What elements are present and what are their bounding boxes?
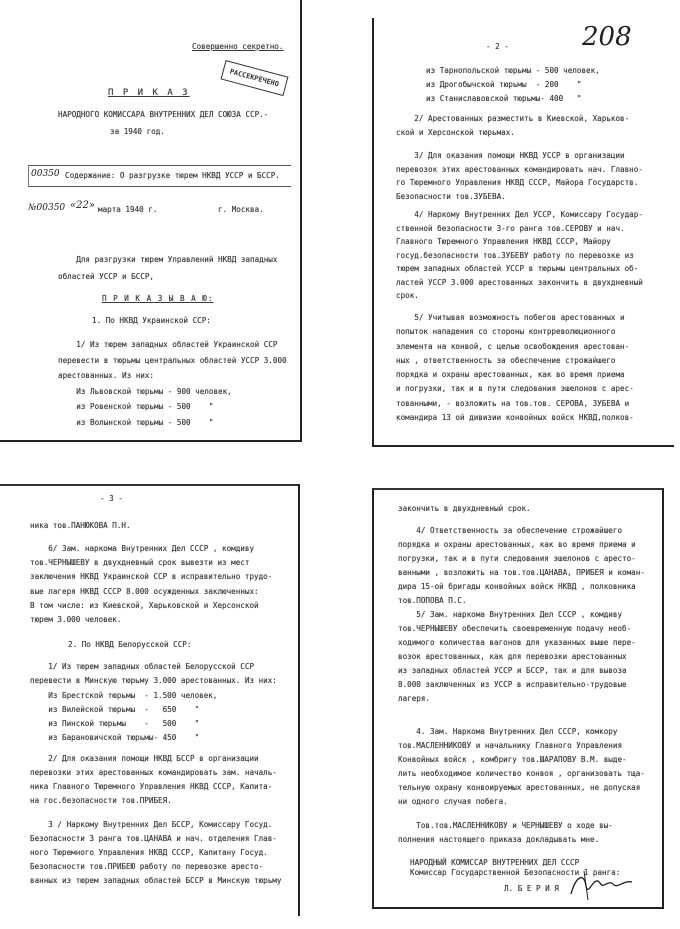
paragraph-6 xyxy=(30,542,272,627)
text-line: перевести в Минскую тюрьму 3.000 арестованных. Из них: xyxy=(30,676,277,686)
text-line: Комиссар Государственной Безопасности 1 ранга: xyxy=(410,868,621,877)
text-line: тов.МАСЛЕННИКОВУ и начальнику Главного Управления xyxy=(398,741,623,750)
page-2 xyxy=(372,18,674,447)
secrecy-label: Совершенно секретно. xyxy=(192,42,284,51)
text-line: перевозок этих арестованных командировать нач. Главно- xyxy=(396,164,643,174)
text-line: 3/ Для оказания помощи НКВД УССР в организации xyxy=(396,151,625,160)
text-line: лагеря. xyxy=(398,694,431,703)
text-line: из Пинской тюрьмы - 500 " xyxy=(30,719,200,729)
text-line: ванных из тюрем западных областей БССР в Минскую тюрьму xyxy=(30,876,282,885)
text-line: ской и Херсонской тюрьмах. xyxy=(396,128,515,137)
text-line: и погрузки, так и в пути следования эшелонов с арес- xyxy=(396,384,634,394)
text-line: 2/ Для оказания помощи НКВД БССР в организации xyxy=(30,754,259,763)
text-line: госуд.безопасности тов.ЗУБЕВУ работу по перевозке из xyxy=(396,250,634,260)
order-title: П Р И К А З xyxy=(108,88,190,98)
text-line: срок. xyxy=(396,291,419,300)
paragraph-1 xyxy=(58,337,287,430)
text-line: тельную охрану конвоируемых арестованных, не допуская xyxy=(398,783,641,792)
continuation-line: закончить в двухдневный срок. xyxy=(398,504,531,513)
text-line: 1/ Из тюрем западных областей Украинской ССР xyxy=(58,340,278,349)
text-line: Главного Тюремного Управления НКВД СССР, Майору xyxy=(396,237,611,246)
order-place: г. Москва. xyxy=(218,205,264,214)
text-line: 2/ Арестованных разместить в Киевской, Харьков- xyxy=(396,114,630,123)
text-line: тов.ПОПОВА П.С. xyxy=(398,596,467,605)
text-line: лить необходимое количество конвоя , организовать тща- xyxy=(398,769,645,778)
text-line: 5/ Учитывая возможность побегов арестованных и xyxy=(396,313,625,322)
text-line: из Станиславовской тюрьмы- 400 " xyxy=(426,94,582,103)
text-line: 4. Зам. Наркома Внутренних Дел СССР, комкору xyxy=(398,727,618,736)
subject-text: Содержание: О разгрузке тюрем НКВД УССР и БССР. xyxy=(65,171,280,180)
text-line: го Тюремного Управления НКВД СССР, Майора Государств. xyxy=(396,178,639,187)
text-line: возок арестованных, как для перевозки арестованных xyxy=(398,652,627,661)
handwritten-signature xyxy=(566,868,636,902)
text-line: 3 / Наркому Внутренних Дел БССР, Комиссару Госуд. xyxy=(30,820,273,829)
text-line: попыток нападения со стороны контрреволюционного xyxy=(396,327,616,337)
text-line: из Ровенской тюрьмы - 500 " xyxy=(58,402,214,411)
text-line: 8.000 заключенных из УССР в исправительно-трудовые xyxy=(398,680,627,689)
handwritten-folio-number: 208 xyxy=(582,22,632,52)
text-line: ного Тюремного Управления НКВД СССР, Капитану Госуд. xyxy=(30,848,268,857)
prison-list xyxy=(426,64,600,106)
text-line: тюрем западных областей УССР в тюрьмы центральных об- xyxy=(396,264,639,273)
text-line: ходимого количества вагонов для указанных выше пере- xyxy=(398,638,636,647)
text-line: перевести в тюрьмы центральных областей УССР 3.000 xyxy=(58,355,287,365)
handwritten-number: 00350 xyxy=(31,169,60,179)
text-line: областей УССР и БССР, xyxy=(58,272,155,281)
text-line: ни одного случая побега. xyxy=(398,797,508,806)
text-line: из западных областей УССР и БССР, так и для вывоза xyxy=(398,666,627,675)
text-line: В том числе: из Киевской, Харьковской и Херсонской xyxy=(30,600,259,610)
section-2-paragraph-2 xyxy=(30,752,277,808)
section-4 xyxy=(398,725,645,809)
text-line: 6/ Зам. наркома Внутренних Дел СССР , комдиву xyxy=(30,544,255,553)
text-line: ных , ответственность за обеспечение строжайшего xyxy=(396,355,616,365)
page-number: - 2 - xyxy=(486,42,509,51)
text-line: командира 13 ой дивизии конвойных войск НКВД,полков- xyxy=(396,413,634,423)
text-line: тюрем 3.000 человек. xyxy=(30,615,122,625)
text-line: НАРОДНЫЙ КОМИССАР ВНУТРЕННИХ ДЕЛ СССР xyxy=(410,858,580,867)
subject-box xyxy=(28,165,291,187)
text-line: тов.ЧЕРНЫШЕВУ обеспечить своевременную подачу необ- xyxy=(398,624,632,633)
paragraph-4 xyxy=(398,524,645,608)
text-line: Конвойных войск , комбригу тов.ШАРАПОВУ В.М. выде- xyxy=(398,755,627,764)
order-year: за 1940 год. xyxy=(110,127,165,136)
text-line: Безопасности тов.ПРИБЕЮ работу по перевозке аресто- xyxy=(30,862,264,871)
text-line: из Вилейской тюрьмы - 650 " xyxy=(30,704,200,714)
paragraph-4 xyxy=(396,208,643,303)
text-line: погрузки, так и в пути следования эшелонов с аресто- xyxy=(398,554,636,563)
command-heading: П Р И К А З Ы В А Ю: xyxy=(102,294,214,303)
order-day: «22» xyxy=(70,200,95,211)
text-line: перевозки этих арестованных командировать зам. началь- xyxy=(30,768,277,777)
text-line: 5/ Зам. наркома Внутренних Дел СССР , комдиву xyxy=(398,610,623,619)
text-line: элемента на конвой, с целью освобождения арестован- xyxy=(396,341,630,351)
page-number: - 3 - xyxy=(100,494,123,503)
text-line: тов.ЧЕРНЫШЕВУ в двухдневный срок вывезти из мест xyxy=(30,558,250,568)
text-line: порядка и охраны арестованных, как во время приема и xyxy=(398,540,636,549)
section-2-paragraph-3 xyxy=(30,818,281,888)
continuation-line: ника тов.ПАНЮКОВА П.Н. xyxy=(30,521,131,530)
page-4 xyxy=(372,488,664,909)
text-line: из Тарнопольской тюрьмы - 500 человек, xyxy=(426,66,600,75)
text-line: 1/ Из тюрем западных областей Белорусской ССР xyxy=(30,662,255,671)
paragraph-2 xyxy=(396,112,629,140)
text-line: порядка и охраны арестованных, как во время приема xyxy=(396,370,625,380)
text-line: 4/ Наркому Внутренних Дел УССР, Комиссару Государ- xyxy=(396,210,643,219)
section-1-heading: 1. По НКВД Украинской ССР: xyxy=(92,316,211,325)
text-line: ванными , возложить на тов.тов.ЦАНАВА, ПРИБЕЯ и коман- xyxy=(398,568,645,577)
text-line: на гос.безопасности тов.ПРИБЕЯ. xyxy=(30,796,172,805)
text-line: арестованных. Из них: xyxy=(58,371,155,380)
text-line: вые лагеря НКВД СССР 8.000 осужденных заключенных: xyxy=(30,586,259,596)
text-line: дира 15-ой бригады конвойных войск НКВД , полковника xyxy=(398,582,636,591)
intro-paragraph xyxy=(58,251,277,285)
text-line: из Барановичской тюрьмы- 450 " xyxy=(30,733,200,743)
text-line: Для разгрузки тюрем Управлений НКВД западных xyxy=(58,255,278,264)
section-2-paragraph-1 xyxy=(30,660,277,746)
text-line: из Дрогобычской тюрьмы - 200 " xyxy=(426,80,582,89)
page-1 xyxy=(0,0,302,442)
text-line: из Волынской тюрьмы - 500 " xyxy=(58,417,214,427)
section-2-heading: 2. По НКВД Белорусской ССР: xyxy=(68,640,192,649)
declassified-stamp: РАССЕКРЕЧЕНО xyxy=(221,60,289,96)
order-subtitle: НАРОДНОГО КОМИССАРА ВНУТРЕННИХ ДЕЛ СОЮЗА ССР.- xyxy=(58,110,269,119)
text-line: ластей УССР 3.000 арестованных закончить в двухдневный xyxy=(396,277,643,287)
text-line: ника Главного Тюремного Управления НКВД СССР, Капита- xyxy=(30,782,273,791)
paragraph-3 xyxy=(396,149,643,203)
text-line: ственной безопасности 3-го ранга тов.СЕРОВУ и нач. xyxy=(396,223,625,233)
text-line: Безопасности тов.ЗУБЕВА. xyxy=(396,191,506,201)
text-line: полнения настоящего приказа докладывать мне. xyxy=(398,835,600,844)
text-line: 4/ Ответственность за обеспечение строжайшего xyxy=(398,526,623,535)
signer-name: Л. Б Е Р И Я xyxy=(504,884,559,893)
closing-paragraph xyxy=(398,819,613,847)
page-3 xyxy=(0,484,300,916)
order-date: марта 1940 г. xyxy=(98,205,158,214)
text-line: Из Брестской тюрьмы - 1.500 человек, xyxy=(30,690,218,700)
text-line: заключения НКВД Украинской ССР в исправительно трудо- xyxy=(30,572,273,582)
order-number: №00350 xyxy=(28,203,66,213)
paragraph-5 xyxy=(398,608,636,706)
text-line: тованными, - возложить на тов.тов. СЕРОВА, ЗУБЕВА и xyxy=(396,398,630,408)
text-line: Безопасности 3 ранга тов.ЦАНАВА и нач. отделения Глав- xyxy=(30,834,277,843)
text-line: Тов.тов.МАСЛЕННИКОВУ и ЧЕРНЫШЕВУ о ходе вы- xyxy=(398,821,613,830)
text-line: Из Львовской тюрьмы - 900 человек, xyxy=(58,386,232,396)
paragraph-5 xyxy=(396,311,634,425)
